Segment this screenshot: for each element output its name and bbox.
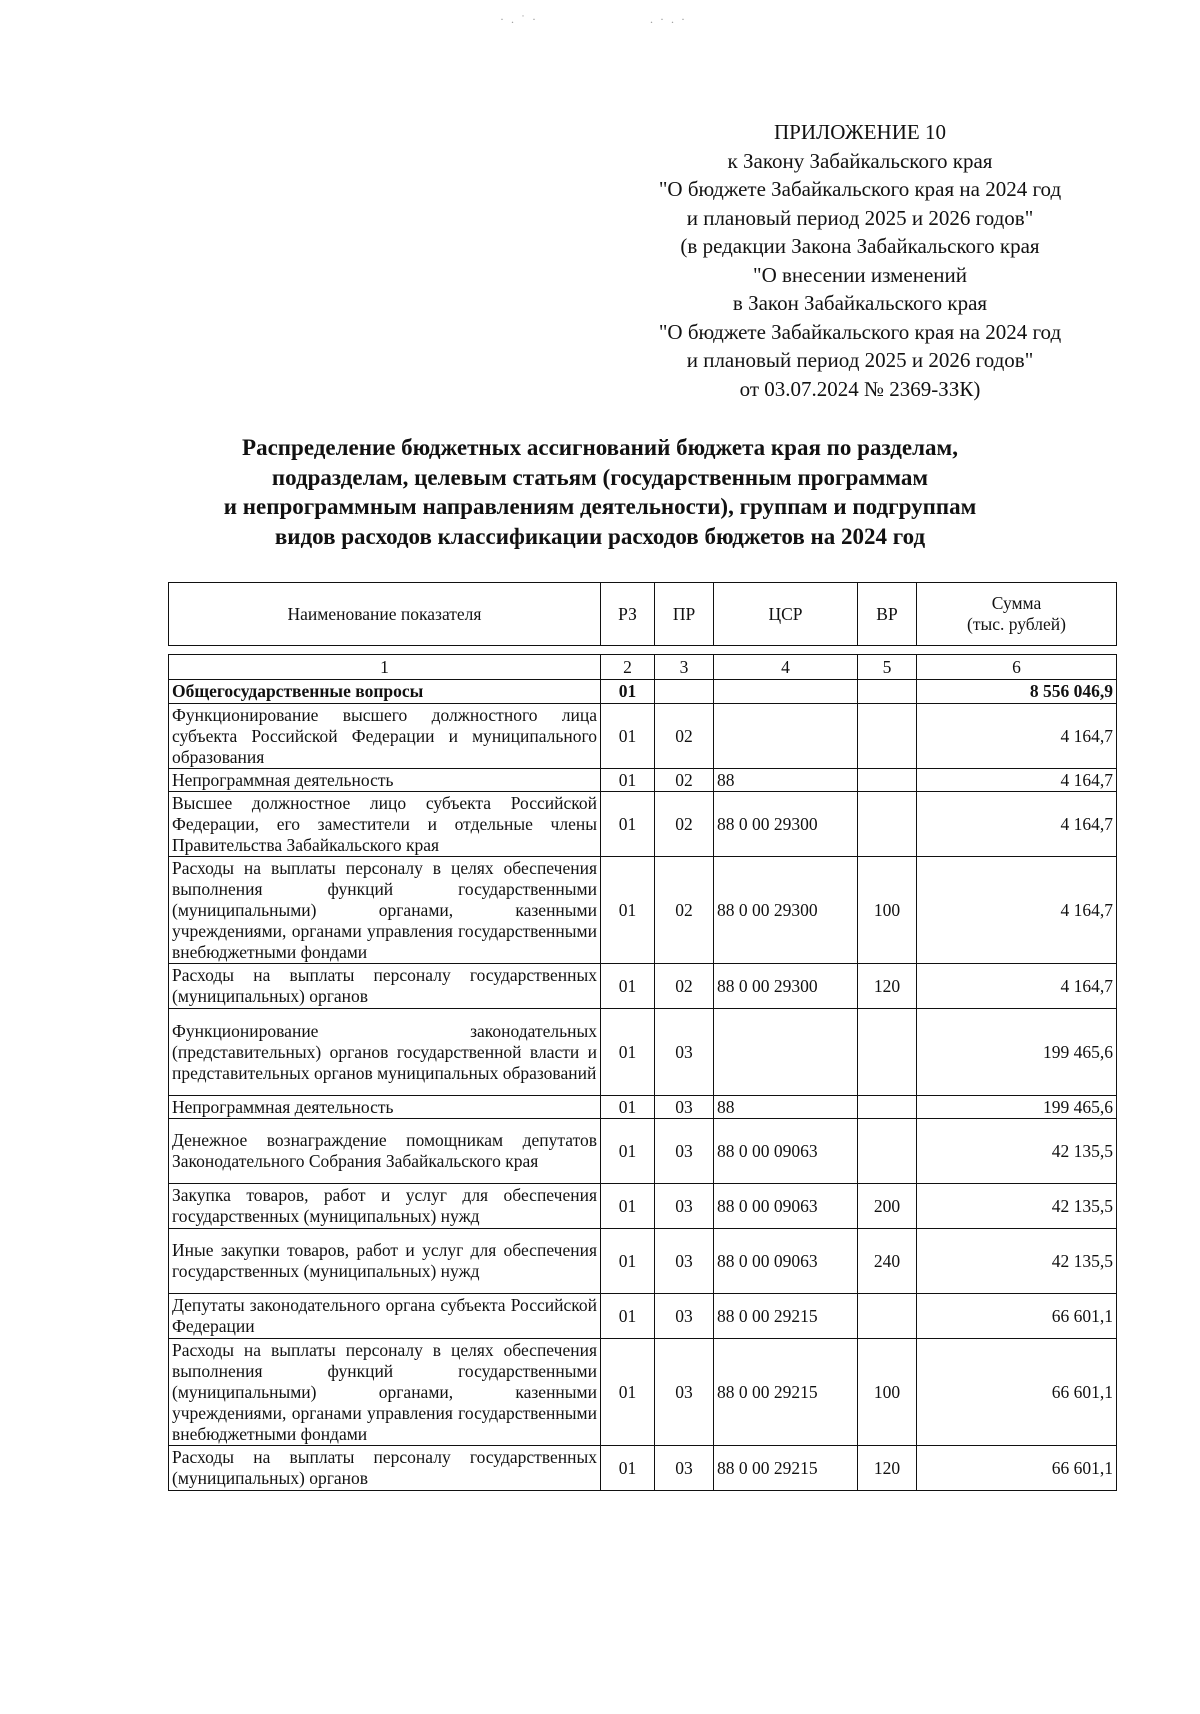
cell-pr: 02 bbox=[655, 792, 714, 857]
cell-vr bbox=[858, 769, 917, 792]
table-row bbox=[169, 769, 1117, 792]
cell-pr: 02 bbox=[655, 769, 714, 792]
cell-rz: 01 bbox=[601, 1009, 655, 1096]
column-number-row bbox=[169, 655, 1117, 680]
table-row bbox=[169, 1229, 1117, 1294]
title-line: подразделам, целевым статьям (государственным программам bbox=[271, 464, 929, 490]
cell-pr: 02 bbox=[655, 964, 714, 1009]
cell-pr: 03 bbox=[655, 1009, 714, 1096]
cell-sum: 42 135,5 bbox=[917, 1229, 1117, 1294]
cell-pr: 03 bbox=[655, 1184, 714, 1229]
cell-name: Функционирование законодательных (представительных) органов государственной власти и представительных органов муниципальных образований bbox=[169, 1009, 601, 1096]
cell-csr: 88 0 00 29215 bbox=[714, 1339, 858, 1446]
table-row bbox=[169, 964, 1117, 1009]
cell-name: Депутаты законодательного органа субъекта Российской Федерации bbox=[169, 1294, 601, 1339]
table-row bbox=[169, 1096, 1117, 1119]
table-row bbox=[169, 680, 1117, 704]
cell-vr bbox=[858, 1294, 917, 1339]
cell-csr bbox=[714, 1009, 858, 1096]
cell-rz: 01 bbox=[601, 704, 655, 769]
cell-sum: 199 465,6 bbox=[917, 1009, 1117, 1096]
cell-sum: 4 164,7 bbox=[917, 769, 1117, 792]
cell-name: Непрограммная деятельность bbox=[169, 769, 601, 792]
cell-name: Иные закупки товаров, работ и услуг для обеспечения государственных (муниципальных) нужд bbox=[169, 1229, 601, 1294]
cell-vr: 240 bbox=[858, 1229, 917, 1294]
cell-vr bbox=[858, 1096, 917, 1119]
header-sum-unit: (тыс. рублей) bbox=[967, 614, 1066, 634]
cell-rz: 01 bbox=[601, 1339, 655, 1446]
cell-csr: 88 0 00 09063 bbox=[714, 1119, 858, 1184]
cell-csr bbox=[714, 680, 858, 704]
cell-csr: 88 bbox=[714, 769, 858, 792]
cell-rz: 01 bbox=[601, 1294, 655, 1339]
cell-vr bbox=[858, 704, 917, 769]
header-name: Наименование показателя bbox=[169, 583, 601, 646]
budget-table bbox=[168, 654, 1117, 1491]
cell-name: Закупка товаров, работ и услуг для обеспечения государственных (муниципальных) нужд bbox=[169, 1184, 601, 1229]
document-title bbox=[150, 433, 1050, 551]
cell-pr: 03 bbox=[655, 1119, 714, 1184]
appendix-line: и плановый период 2025 и 2026 годов" bbox=[686, 348, 1034, 372]
column-number: 1 bbox=[169, 655, 601, 680]
cell-vr: 100 bbox=[858, 1339, 917, 1446]
cell-sum: 4 164,7 bbox=[917, 792, 1117, 857]
cell-sum: 4 164,7 bbox=[917, 704, 1117, 769]
header-rz: РЗ bbox=[601, 583, 655, 646]
scan-artifact: · . ˙ · bbox=[500, 12, 538, 26]
cell-rz: 01 bbox=[601, 769, 655, 792]
cell-name: Расходы на выплаты персоналу в целях обеспечения выполнения функций государственными (муниципальными) органами, казенными учреждениями, органами управления государственными внебюджетными фондами bbox=[169, 857, 601, 964]
appendix-line: (в редакции Закона Забайкальского края bbox=[680, 234, 1040, 258]
cell-rz: 01 bbox=[601, 857, 655, 964]
column-number: 5 bbox=[858, 655, 917, 680]
cell-name: Функционирование высшего должностного лица субъекта Российской Федерации и муниципального образования bbox=[169, 704, 601, 769]
cell-pr: 02 bbox=[655, 857, 714, 964]
table-row bbox=[169, 1009, 1117, 1096]
cell-name: Расходы на выплаты персоналу государственных (муниципальных) органов bbox=[169, 964, 601, 1009]
cell-sum: 66 601,1 bbox=[917, 1446, 1117, 1491]
appendix-line: "О внесении изменений bbox=[753, 262, 967, 287]
cell-csr: 88 bbox=[714, 1096, 858, 1119]
cell-rz: 01 bbox=[601, 1229, 655, 1294]
appendix-line: "О бюджете Забайкальского края на 2024 год bbox=[658, 319, 1062, 344]
cell-sum: 66 601,1 bbox=[917, 1294, 1117, 1339]
cell-name: Денежное вознаграждение помощникам депутатов Законодательного Собрания Забайкальского края bbox=[169, 1119, 601, 1184]
table-header bbox=[168, 582, 1117, 646]
table-row bbox=[169, 1184, 1117, 1229]
table-row bbox=[169, 1339, 1117, 1446]
cell-csr: 88 0 00 29215 bbox=[714, 1446, 858, 1491]
cell-name: Общегосударственные вопросы bbox=[169, 680, 601, 704]
cell-rz: 01 bbox=[601, 1446, 655, 1491]
header-vr: ВР bbox=[858, 583, 917, 646]
appendix-line: ПРИЛОЖЕНИЕ 10 bbox=[774, 120, 946, 144]
cell-csr bbox=[714, 704, 858, 769]
table-row bbox=[169, 1119, 1117, 1184]
header-sum-line: Сумма bbox=[991, 593, 1042, 613]
cell-rz: 01 bbox=[601, 964, 655, 1009]
cell-pr bbox=[655, 680, 714, 704]
cell-sum: 42 135,5 bbox=[917, 1184, 1117, 1229]
cell-sum: 66 601,1 bbox=[917, 1339, 1117, 1446]
cell-sum: 4 164,7 bbox=[917, 857, 1117, 964]
cell-pr: 02 bbox=[655, 704, 714, 769]
header-csr: ЦСР bbox=[714, 583, 858, 646]
cell-rz: 01 bbox=[601, 680, 655, 704]
table-row bbox=[169, 857, 1117, 964]
column-number: 4 bbox=[714, 655, 858, 680]
cell-csr: 88 0 00 29300 bbox=[714, 857, 858, 964]
cell-pr: 03 bbox=[655, 1096, 714, 1119]
cell-vr bbox=[858, 792, 917, 857]
cell-vr bbox=[858, 1119, 917, 1184]
cell-vr bbox=[858, 680, 917, 704]
cell-sum: 42 135,5 bbox=[917, 1119, 1117, 1184]
cell-vr bbox=[858, 1009, 917, 1096]
cell-sum: 8 556 046,9 bbox=[917, 680, 1117, 704]
cell-csr: 88 0 00 29300 bbox=[714, 964, 858, 1009]
column-number: 6 bbox=[917, 655, 1117, 680]
cell-pr: 03 bbox=[655, 1294, 714, 1339]
appendix-block bbox=[560, 118, 1160, 403]
cell-csr: 88 0 00 29300 bbox=[714, 792, 858, 857]
appendix-line: и плановый период 2025 и 2026 годов" bbox=[686, 205, 1034, 230]
cell-name: Непрограммная деятельность bbox=[169, 1096, 601, 1119]
cell-name: Расходы на выплаты персоналу государственных (муниципальных) органов bbox=[169, 1446, 601, 1491]
appendix-line: в Закон Забайкальского края bbox=[732, 291, 988, 315]
cell-pr: 03 bbox=[655, 1229, 714, 1294]
cell-rz: 01 bbox=[601, 1096, 655, 1119]
appendix-line: "О бюджете Забайкальского края на 2024 год bbox=[658, 177, 1062, 201]
cell-vr: 200 bbox=[858, 1184, 917, 1229]
table-row bbox=[169, 1294, 1117, 1339]
cell-pr: 03 bbox=[655, 1339, 714, 1446]
column-number: 3 bbox=[655, 655, 714, 680]
cell-rz: 01 bbox=[601, 1184, 655, 1229]
cell-name: Расходы на выплаты персоналу в целях обеспечения выполнения функций государственными (муниципальными) органами, казенными учреждениями, органами управления государственными внебюджетными фондами bbox=[169, 1339, 601, 1446]
cell-csr: 88 0 00 09063 bbox=[714, 1229, 858, 1294]
header-pr: ПР bbox=[655, 583, 714, 646]
cell-sum: 199 465,6 bbox=[917, 1096, 1117, 1119]
cell-vr: 120 bbox=[858, 964, 917, 1009]
cell-pr: 03 bbox=[655, 1446, 714, 1491]
cell-csr: 88 0 00 29215 bbox=[714, 1294, 858, 1339]
cell-name: Высшее должностное лицо субъекта Российской Федерации, его заместители и отдельные члены Правительства Забайкальского края bbox=[169, 792, 601, 857]
appendix-line: к Закону Забайкальского края bbox=[727, 148, 993, 173]
cell-rz: 01 bbox=[601, 1119, 655, 1184]
table-row bbox=[169, 704, 1117, 769]
header-sum bbox=[917, 583, 1117, 646]
title-line: и непрограммным направлениям деятельности), группам и подгруппам bbox=[223, 494, 977, 519]
title-line: видов расходов классификации расходов бюджетов на 2024 год bbox=[274, 523, 926, 549]
cell-csr: 88 0 00 09063 bbox=[714, 1184, 858, 1229]
table-row bbox=[169, 792, 1117, 857]
appendix-line: от 03.07.2024 № 2369-ЗЗК) bbox=[739, 376, 981, 401]
title-line: Распределение бюджетных ассигнований бюджета края по разделам, bbox=[242, 435, 958, 460]
cell-vr: 120 bbox=[858, 1446, 917, 1491]
table-row bbox=[169, 1446, 1117, 1491]
cell-vr: 100 bbox=[858, 857, 917, 964]
scan-artifact: . · . · bbox=[650, 12, 687, 26]
cell-rz: 01 bbox=[601, 792, 655, 857]
column-number: 2 bbox=[601, 655, 655, 680]
cell-sum: 4 164,7 bbox=[917, 964, 1117, 1009]
